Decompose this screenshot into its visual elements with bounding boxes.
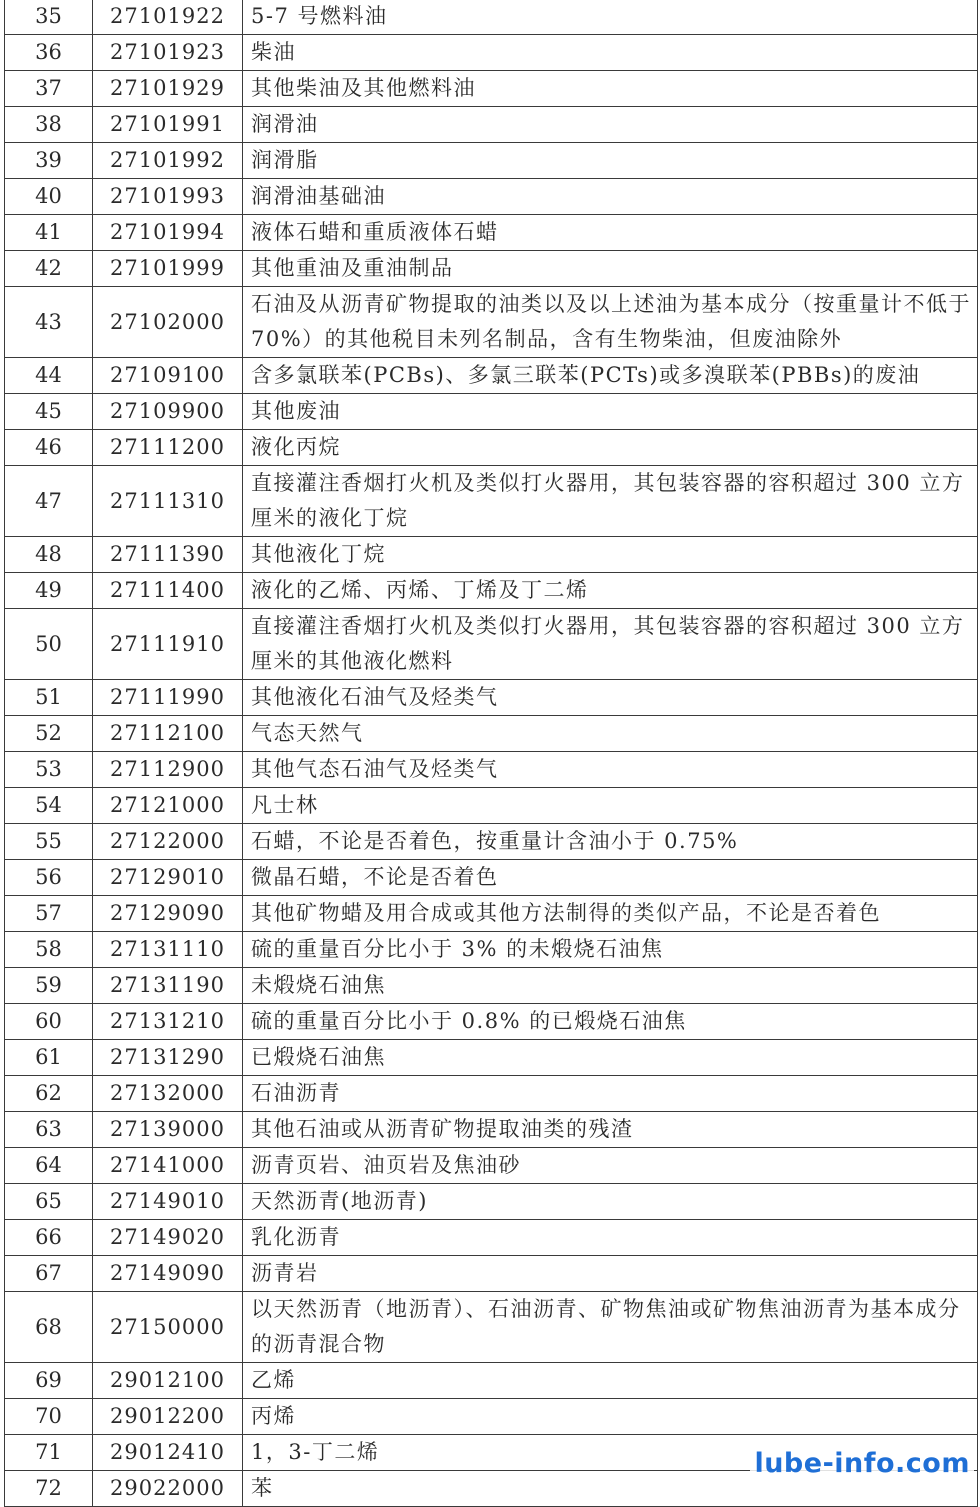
tariff-code-cell: 29022000 [93, 1471, 243, 1507]
row-number-cell: 39 [5, 143, 93, 179]
row-number-cell: 37 [5, 71, 93, 107]
description-cell: 柴油 [243, 35, 978, 71]
description-cell: 苯 [243, 1471, 978, 1507]
description-cell: 沥青页岩、油页岩及焦油砂 [243, 1148, 978, 1184]
tariff-code-cell: 27111390 [93, 537, 243, 573]
table-row [5, 143, 978, 179]
description-cell: 其他液化石油气及烃类气 [243, 680, 978, 716]
description-cell: 已煅烧石油焦 [243, 1040, 978, 1076]
table-row [5, 466, 978, 537]
description-cell: 其他液化丁烷 [243, 537, 978, 573]
description-cell: 5-7 号燃料油 [243, 0, 978, 35]
tariff-code-cell: 27101994 [93, 215, 243, 251]
row-number-cell: 60 [5, 1004, 93, 1040]
tariff-code-cell: 27112100 [93, 716, 243, 752]
row-number-cell: 61 [5, 1040, 93, 1076]
table-row [5, 1004, 978, 1040]
description-cell: 沥青岩 [243, 1256, 978, 1292]
table-row [5, 0, 978, 35]
tariff-code-cell: 27101922 [93, 0, 243, 35]
row-number-cell: 48 [5, 537, 93, 573]
table-row [5, 215, 978, 251]
description-cell: 石油及从沥青矿物提取的油类以及以上述油为基本成分（按重量计不低于 70%）的其他税目未列名制品，含有生物柴油，但废油除外 [243, 287, 978, 358]
description-cell: 液化丙烷 [243, 430, 978, 466]
row-number-cell: 55 [5, 824, 93, 860]
description-cell: 液体石蜡和重质液体石蜡 [243, 215, 978, 251]
row-number-cell: 56 [5, 860, 93, 896]
row-number-cell: 63 [5, 1112, 93, 1148]
table-row [5, 394, 978, 430]
table-row [5, 1220, 978, 1256]
description-cell: 润滑油基础油 [243, 179, 978, 215]
row-number-cell: 54 [5, 788, 93, 824]
description-cell: 其他废油 [243, 394, 978, 430]
tariff-code-cell: 27150000 [93, 1292, 243, 1363]
row-number-cell: 36 [5, 35, 93, 71]
row-number-cell: 43 [5, 287, 93, 358]
tariff-code-cell: 27101929 [93, 71, 243, 107]
description-cell: 润滑油 [243, 107, 978, 143]
description-cell: 直接灌注香烟打火机及类似打火器用，其包装容器的容积超过 300 立方厘米的其他液化燃料 [243, 609, 978, 680]
table-row [5, 107, 978, 143]
table-row [5, 537, 978, 573]
description-cell: 其他柴油及其他燃料油 [243, 71, 978, 107]
table-row [5, 968, 978, 1004]
table-row [5, 287, 978, 358]
tariff-code-cell: 27132000 [93, 1076, 243, 1112]
tariff-code-cell: 27131110 [93, 932, 243, 968]
description-cell: 微晶石蜡，不论是否着色 [243, 860, 978, 896]
row-number-cell: 51 [5, 680, 93, 716]
row-number-cell: 52 [5, 716, 93, 752]
description-cell: 1，3-丁二烯 [243, 1435, 978, 1471]
description-cell: 润滑脂 [243, 143, 978, 179]
tariff-code-cell: 27122000 [93, 824, 243, 860]
row-number-cell: 42 [5, 251, 93, 287]
table-row [5, 1112, 978, 1148]
description-cell: 乳化沥青 [243, 1220, 978, 1256]
row-number-cell: 68 [5, 1292, 93, 1363]
commodity-code-table [4, 0, 978, 1507]
description-cell: 乙烯 [243, 1363, 978, 1399]
row-number-cell: 44 [5, 358, 93, 394]
row-number-cell: 35 [5, 0, 93, 35]
tariff-code-cell: 27149010 [93, 1184, 243, 1220]
tariff-code-cell: 27129090 [93, 896, 243, 932]
table-row [5, 179, 978, 215]
description-cell: 丙烯 [243, 1399, 978, 1435]
tariff-code-cell: 27121000 [93, 788, 243, 824]
table-row [5, 752, 978, 788]
row-number-cell: 66 [5, 1220, 93, 1256]
row-number-cell: 49 [5, 573, 93, 609]
row-number-cell: 45 [5, 394, 93, 430]
table-row [5, 71, 978, 107]
tariff-code-cell: 27129010 [93, 860, 243, 896]
table-row [5, 824, 978, 860]
description-cell: 含多氯联苯(PCBs)、多氯三联苯(PCTs)或多溴联苯(PBBs)的废油 [243, 358, 978, 394]
tariff-code-cell: 27111910 [93, 609, 243, 680]
tariff-code-cell: 29012100 [93, 1363, 243, 1399]
row-number-cell: 46 [5, 430, 93, 466]
tariff-code-cell: 27149090 [93, 1256, 243, 1292]
row-number-cell: 67 [5, 1256, 93, 1292]
row-number-cell: 64 [5, 1148, 93, 1184]
description-cell: 以天然沥青（地沥青）、石油沥青、矿物焦油或矿物焦油沥青为基本成分的沥青混合物 [243, 1292, 978, 1363]
row-number-cell: 40 [5, 179, 93, 215]
table-row [5, 609, 978, 680]
watermark-logo: lube-info.com [750, 1448, 974, 1479]
tariff-code-cell: 27101923 [93, 35, 243, 71]
tariff-code-cell: 29012410 [93, 1435, 243, 1471]
row-number-cell: 62 [5, 1076, 93, 1112]
description-cell: 硫的重量百分比小于 3% 的未煅烧石油焦 [243, 932, 978, 968]
row-number-cell: 57 [5, 896, 93, 932]
row-number-cell: 71 [5, 1435, 93, 1471]
table-row [5, 1399, 978, 1435]
description-cell: 其他矿物蜡及用合成或其他方法制得的类似产品，不论是否着色 [243, 896, 978, 932]
table-row [5, 860, 978, 896]
tariff-code-cell: 27141000 [93, 1148, 243, 1184]
tariff-code-cell: 27112900 [93, 752, 243, 788]
description-cell: 直接灌注香烟打火机及类似打火器用，其包装容器的容积超过 300 立方厘米的液化丁烷 [243, 466, 978, 537]
table-row [5, 716, 978, 752]
row-number-cell: 69 [5, 1363, 93, 1399]
tariff-code-cell: 27139000 [93, 1112, 243, 1148]
table-row [5, 788, 978, 824]
table-row [5, 1256, 978, 1292]
row-number-cell: 47 [5, 466, 93, 537]
row-number-cell: 41 [5, 215, 93, 251]
table-row [5, 896, 978, 932]
tariff-code-cell: 27109900 [93, 394, 243, 430]
table-row [5, 35, 978, 71]
table-row [5, 430, 978, 466]
tariff-code-cell: 27102000 [93, 287, 243, 358]
row-number-cell: 58 [5, 932, 93, 968]
description-cell: 气态天然气 [243, 716, 978, 752]
tariff-code-cell: 27101993 [93, 179, 243, 215]
description-cell: 其他气态石油气及烃类气 [243, 752, 978, 788]
description-cell: 硫的重量百分比小于 0.8% 的已煅烧石油焦 [243, 1004, 978, 1040]
row-number-cell: 70 [5, 1399, 93, 1435]
tariff-code-cell: 27149020 [93, 1220, 243, 1256]
description-cell: 石油沥青 [243, 1076, 978, 1112]
tariff-code-cell: 27101992 [93, 143, 243, 179]
table-row [5, 932, 978, 968]
table-row [5, 1184, 978, 1220]
row-number-cell: 59 [5, 968, 93, 1004]
tariff-code-cell: 27131210 [93, 1004, 243, 1040]
description-cell: 液化的乙烯、丙烯、丁烯及丁二烯 [243, 573, 978, 609]
table-row [5, 1148, 978, 1184]
description-cell: 天然沥青(地沥青) [243, 1184, 978, 1220]
description-cell: 未煅烧石油焦 [243, 968, 978, 1004]
table-row [5, 1040, 978, 1076]
tariff-code-cell: 29012200 [93, 1399, 243, 1435]
tariff-code-cell: 27111400 [93, 573, 243, 609]
tariff-code-cell: 27131190 [93, 968, 243, 1004]
tariff-code-cell: 27101991 [93, 107, 243, 143]
row-number-cell: 53 [5, 752, 93, 788]
table-row [5, 251, 978, 287]
tariff-code-cell: 27111990 [93, 680, 243, 716]
description-cell: 石蜡，不论是否着色，按重量计含油小于 0.75% [243, 824, 978, 860]
table-body [5, 0, 978, 1507]
tariff-code-cell: 27109100 [93, 358, 243, 394]
description-cell: 其他石油或从沥青矿物提取油类的残渣 [243, 1112, 978, 1148]
description-cell: 其他重油及重油制品 [243, 251, 978, 287]
tariff-code-cell: 27111310 [93, 466, 243, 537]
tariff-code-cell: 27131290 [93, 1040, 243, 1076]
table-row [5, 358, 978, 394]
table-row [5, 573, 978, 609]
description-cell: 凡士林 [243, 788, 978, 824]
row-number-cell: 72 [5, 1471, 93, 1507]
tariff-code-cell: 27101999 [93, 251, 243, 287]
table-row [5, 1292, 978, 1363]
row-number-cell: 65 [5, 1184, 93, 1220]
table-row [5, 1363, 978, 1399]
table-row [5, 680, 978, 716]
row-number-cell: 38 [5, 107, 93, 143]
table-row [5, 1076, 978, 1112]
tariff-code-cell: 27111200 [93, 430, 243, 466]
row-number-cell: 50 [5, 609, 93, 680]
